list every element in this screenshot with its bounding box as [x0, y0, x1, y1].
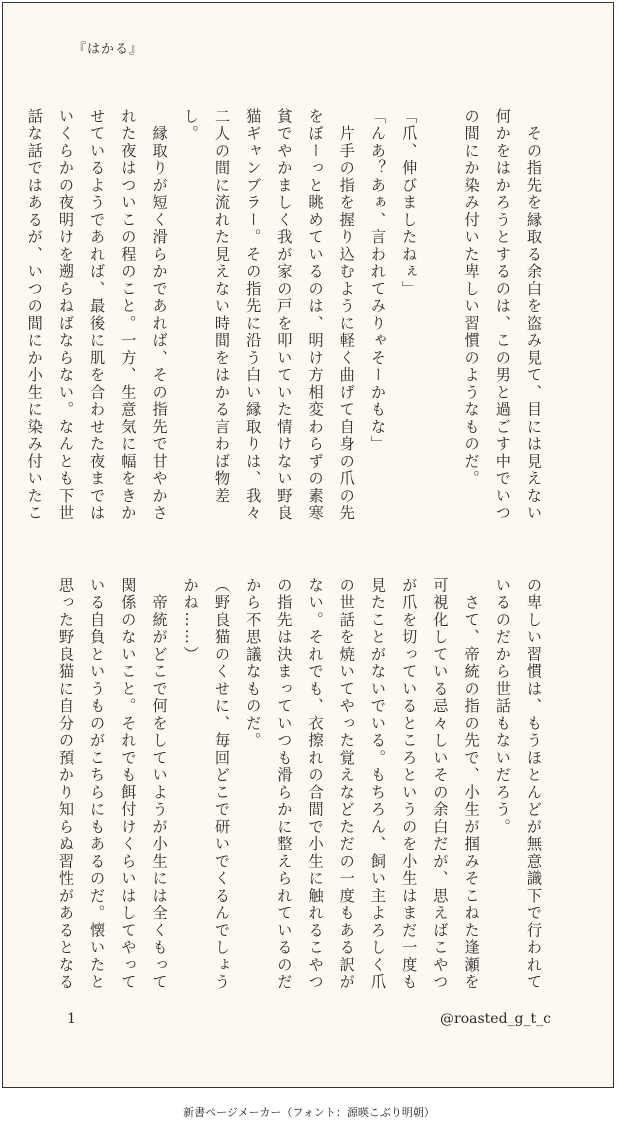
- text-block-bottom: [56, 577, 549, 1002]
- page-number: 1: [67, 1011, 76, 1027]
- paragraph: 片手の指を握り込むように軽く曲げて自身の爪の先をぼーっと眺めているのは、明け方相変わらずの素寒貧でやかましく我が家の戸を叩いていた情けない野良猫ギャンブラー。その指先に沿う白い縁取りは、我々二人の間に流れた見えない時間をはかる言わば物差し。: [181, 108, 356, 522]
- book-page: [2, 2, 614, 1088]
- paragraph: （野良猫のくせに、毎回どこで研いでくるんでしょうかね……）: [181, 577, 231, 991]
- paragraph: の卑しい習慣は、もうほとんどが無意識下で行われているのだから世話もないだろう。: [493, 577, 543, 991]
- paragraph: さて、帝統の指の先で、小生が掴みそこねた逢瀬を可視化している忌々しいその余白だが、思えばこやつが爪を切っているところというのを小生はまだ一度も見たことがないでいる。もちろん、飼い主よろしく爪の世話を焼いてやった覚えなどただの一度もある訳がない。それでも、衣擦れの合間で小生に触れるこやつの指先は決まっていつも滑らかに整えられているのだから不思議なものだ。: [244, 577, 481, 991]
- page-title: 『はかる』: [73, 42, 144, 57]
- paragraph: 縁取りが短く滑らかであれば、その指先で甘やかされた夜はついこの程のこと。一方、生意気に幅をきかせているようであれば、最後に肌を合わせた夜まではいくらかの夜明けを遡らねばならない。なんとも下世話な話ではあるが、いつの間にか小生に染み付いたこ: [25, 108, 169, 522]
- paragraph: その指先を縁取る余白を盗み見て、目には見えない何かをはかろうとするのは、この男と過ごす中でいつの間にか染み付いた卑しい習慣のようなものだ。: [462, 108, 543, 522]
- text-block-top: [25, 108, 549, 538]
- paragraph: 「爪、伸びましたねぇ」: [400, 108, 419, 298]
- paragraph: 「んあ？あぁ、言われてみりゃそーかもな」: [368, 108, 387, 453]
- generator-credit: 新書ページメーカー（フォント：源暎こぶり明朝）: [183, 1106, 435, 1119]
- author-handle: @roasted_g_t_c: [440, 1011, 551, 1027]
- paragraph: 帝統がどこで何をしていようが小生には全くもって関係のないこと。それでも餌付けくらいはしてやっている自負というものがこちらにもあるのだ。懐いたと思った野良猫に自分の預かり知らぬ習性があるとなる: [56, 577, 169, 991]
- paragraph-blank: [424, 108, 455, 538]
